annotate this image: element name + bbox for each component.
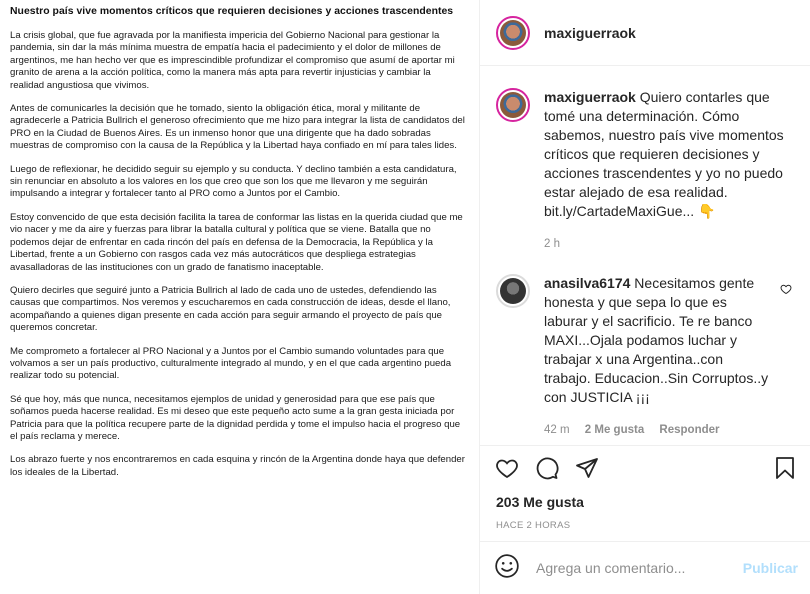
letter-paragraph: Me comprometo a fortalecer al PRO Nacional y a Juntos por el Cambio sumando voluntades para que volvamos a ser un país productivo, culturalmente integrado al mundo, y en el que cada argentino pueda realizar todo su potencial. xyxy=(10,345,452,382)
post-timestamp: HACE 2 HORAS xyxy=(496,520,571,531)
action-bar xyxy=(480,445,810,490)
author-avatar[interactable] xyxy=(496,16,530,50)
add-comment-bar xyxy=(480,541,810,594)
letter-paragraph: Quiero decirles que seguiré junto a Patricia Bullrich al lado de cada uno de ustedes, defendiendo las causas que compartimos. Nos veremos y escucharemos en cada construcción de ideas, desde el llano, acompañando a quienes digan presente en cada acción para seguir armando el proyecto de país que queremos concretar. xyxy=(10,284,451,334)
letter-paragraph: Antes de comunicarles la decisión que he tomado, siento la obligación ética, moral y militante de agradecerle a Patricia Bullrich el generoso ofrecimiento que me hizo para integrar la lista de candidatos del PRO en la Ciudad de Buenos Aires. Es un inmenso honor que una dirigente que ha dado sobradas muestras de compromiso con la causa de la República y la Libertad haya confiado en mí para tales lides. xyxy=(10,103,465,152)
comment-text: Necesitamos gente honesta y que sepa lo que es laburar y el sacrificio. Te re banco MAXI...Ojala podamos luchar y trabajar x una Argentina..con trabajo. Educacion..Sin Corruptos..y con JUSTICIA ¡¡¡ xyxy=(544,275,769,405)
like-count[interactable]: 203 Me gusta xyxy=(496,494,584,510)
letter-paragraph: Los abrazo fuerte y nos encontraremos en cada esquina y rincón de la Argentina donde haya que defender los ideales de la Libertad. xyxy=(10,454,465,478)
reply-button[interactable]: Responder xyxy=(659,424,720,436)
post-header xyxy=(480,0,810,66)
letter-paragraph: Luego de reflexionar, he decidido seguir su ejemplo y su conducta. Y declino también a esta candidatura, sin renunciar en absoluto a los valores en los que creo que son los que me llevaron y me seguirán impulsando a integrar y fortalecer tanto al PRO como a Juntos por el Cambio. xyxy=(10,163,457,200)
comment-heart-icon[interactable] xyxy=(780,282,792,300)
heart-icon[interactable] xyxy=(494,455,520,481)
comment-time: 42 m xyxy=(544,424,570,436)
letter-title: Nuestro país vive momentos críticos que requieren decisiones y acciones trascendentes xyxy=(10,6,454,17)
letter-paragraph: La crisis global, que fue agravada por la manifiesta impericia del Gobierno Nacional para gestionar la pandemia, sin dar la más mínima muestra de empatía hacia el padecimiento y el dolor de millones de argentinos, me han hecho ver que es imprescindible profundizar el compromiso que asumí de aportar mi granito de arena a la acción política, como la manera más apta para revertir injusticias y cambiar la realidad angustiosa que vivimos. xyxy=(10,30,455,91)
letter-paragraph: Estoy convencido de que esta decisión facilita la tarea de conformar las listas en la querida ciudad que me vio nacer y me da aire y fuerzas para librar la batalla cultural y política que se viene. Batalla que no podemos dejar de enfrentar en cada rincón del país en defensa de la Democracia, la República y la Libertad, frente a un Gobierno con rasgos cada vez más autocráticos que despliega estrategias avasalladoras de las instituciones con un grado de fanatismo inaceptable. xyxy=(10,211,463,273)
bookmark-icon[interactable] xyxy=(772,455,798,481)
post-sidebar xyxy=(480,0,810,594)
author-username[interactable]: maxiguerraok xyxy=(544,24,636,41)
comment-item xyxy=(496,274,794,440)
commenter-avatar[interactable] xyxy=(496,274,530,308)
caption-text: Quiero contarles que tomé una determinación. Cómo sabemos, nuestro país vive momentos críticos que requieren decisiones y acciones trascendentes y yo no puedo estar alejado de esa realidad. bit.ly/CartadeMaxiGue... 👇 xyxy=(544,89,784,219)
comment-icon[interactable] xyxy=(534,455,560,481)
caption-avatar[interactable] xyxy=(496,88,530,122)
publish-button[interactable]: Publicar xyxy=(742,560,798,576)
share-icon[interactable] xyxy=(574,455,600,481)
emoji-icon[interactable] xyxy=(494,553,520,584)
commenter-username[interactable]: anasilva6174 xyxy=(544,275,631,291)
caption-time: 2 h xyxy=(544,238,560,250)
comment-input[interactable] xyxy=(534,559,743,577)
caption-username[interactable]: maxiguerraok xyxy=(544,89,636,105)
letter-paragraph: Sé que hoy, más que nunca, necesitamos ejemplos de unidad y generosidad para que ese país que soñamos pueda hacerse realidad. Es mi deseo que este pequeño acto sume a la gran gesta iniciada por Patricia para que la política recupere parte de la dignidad perdida y tome el impulso hacia el progreso que el país reclama y merece. xyxy=(10,393,461,442)
caption xyxy=(496,88,794,254)
comment-likes[interactable]: 2 Me gusta xyxy=(584,424,645,436)
comments-section xyxy=(480,66,810,445)
